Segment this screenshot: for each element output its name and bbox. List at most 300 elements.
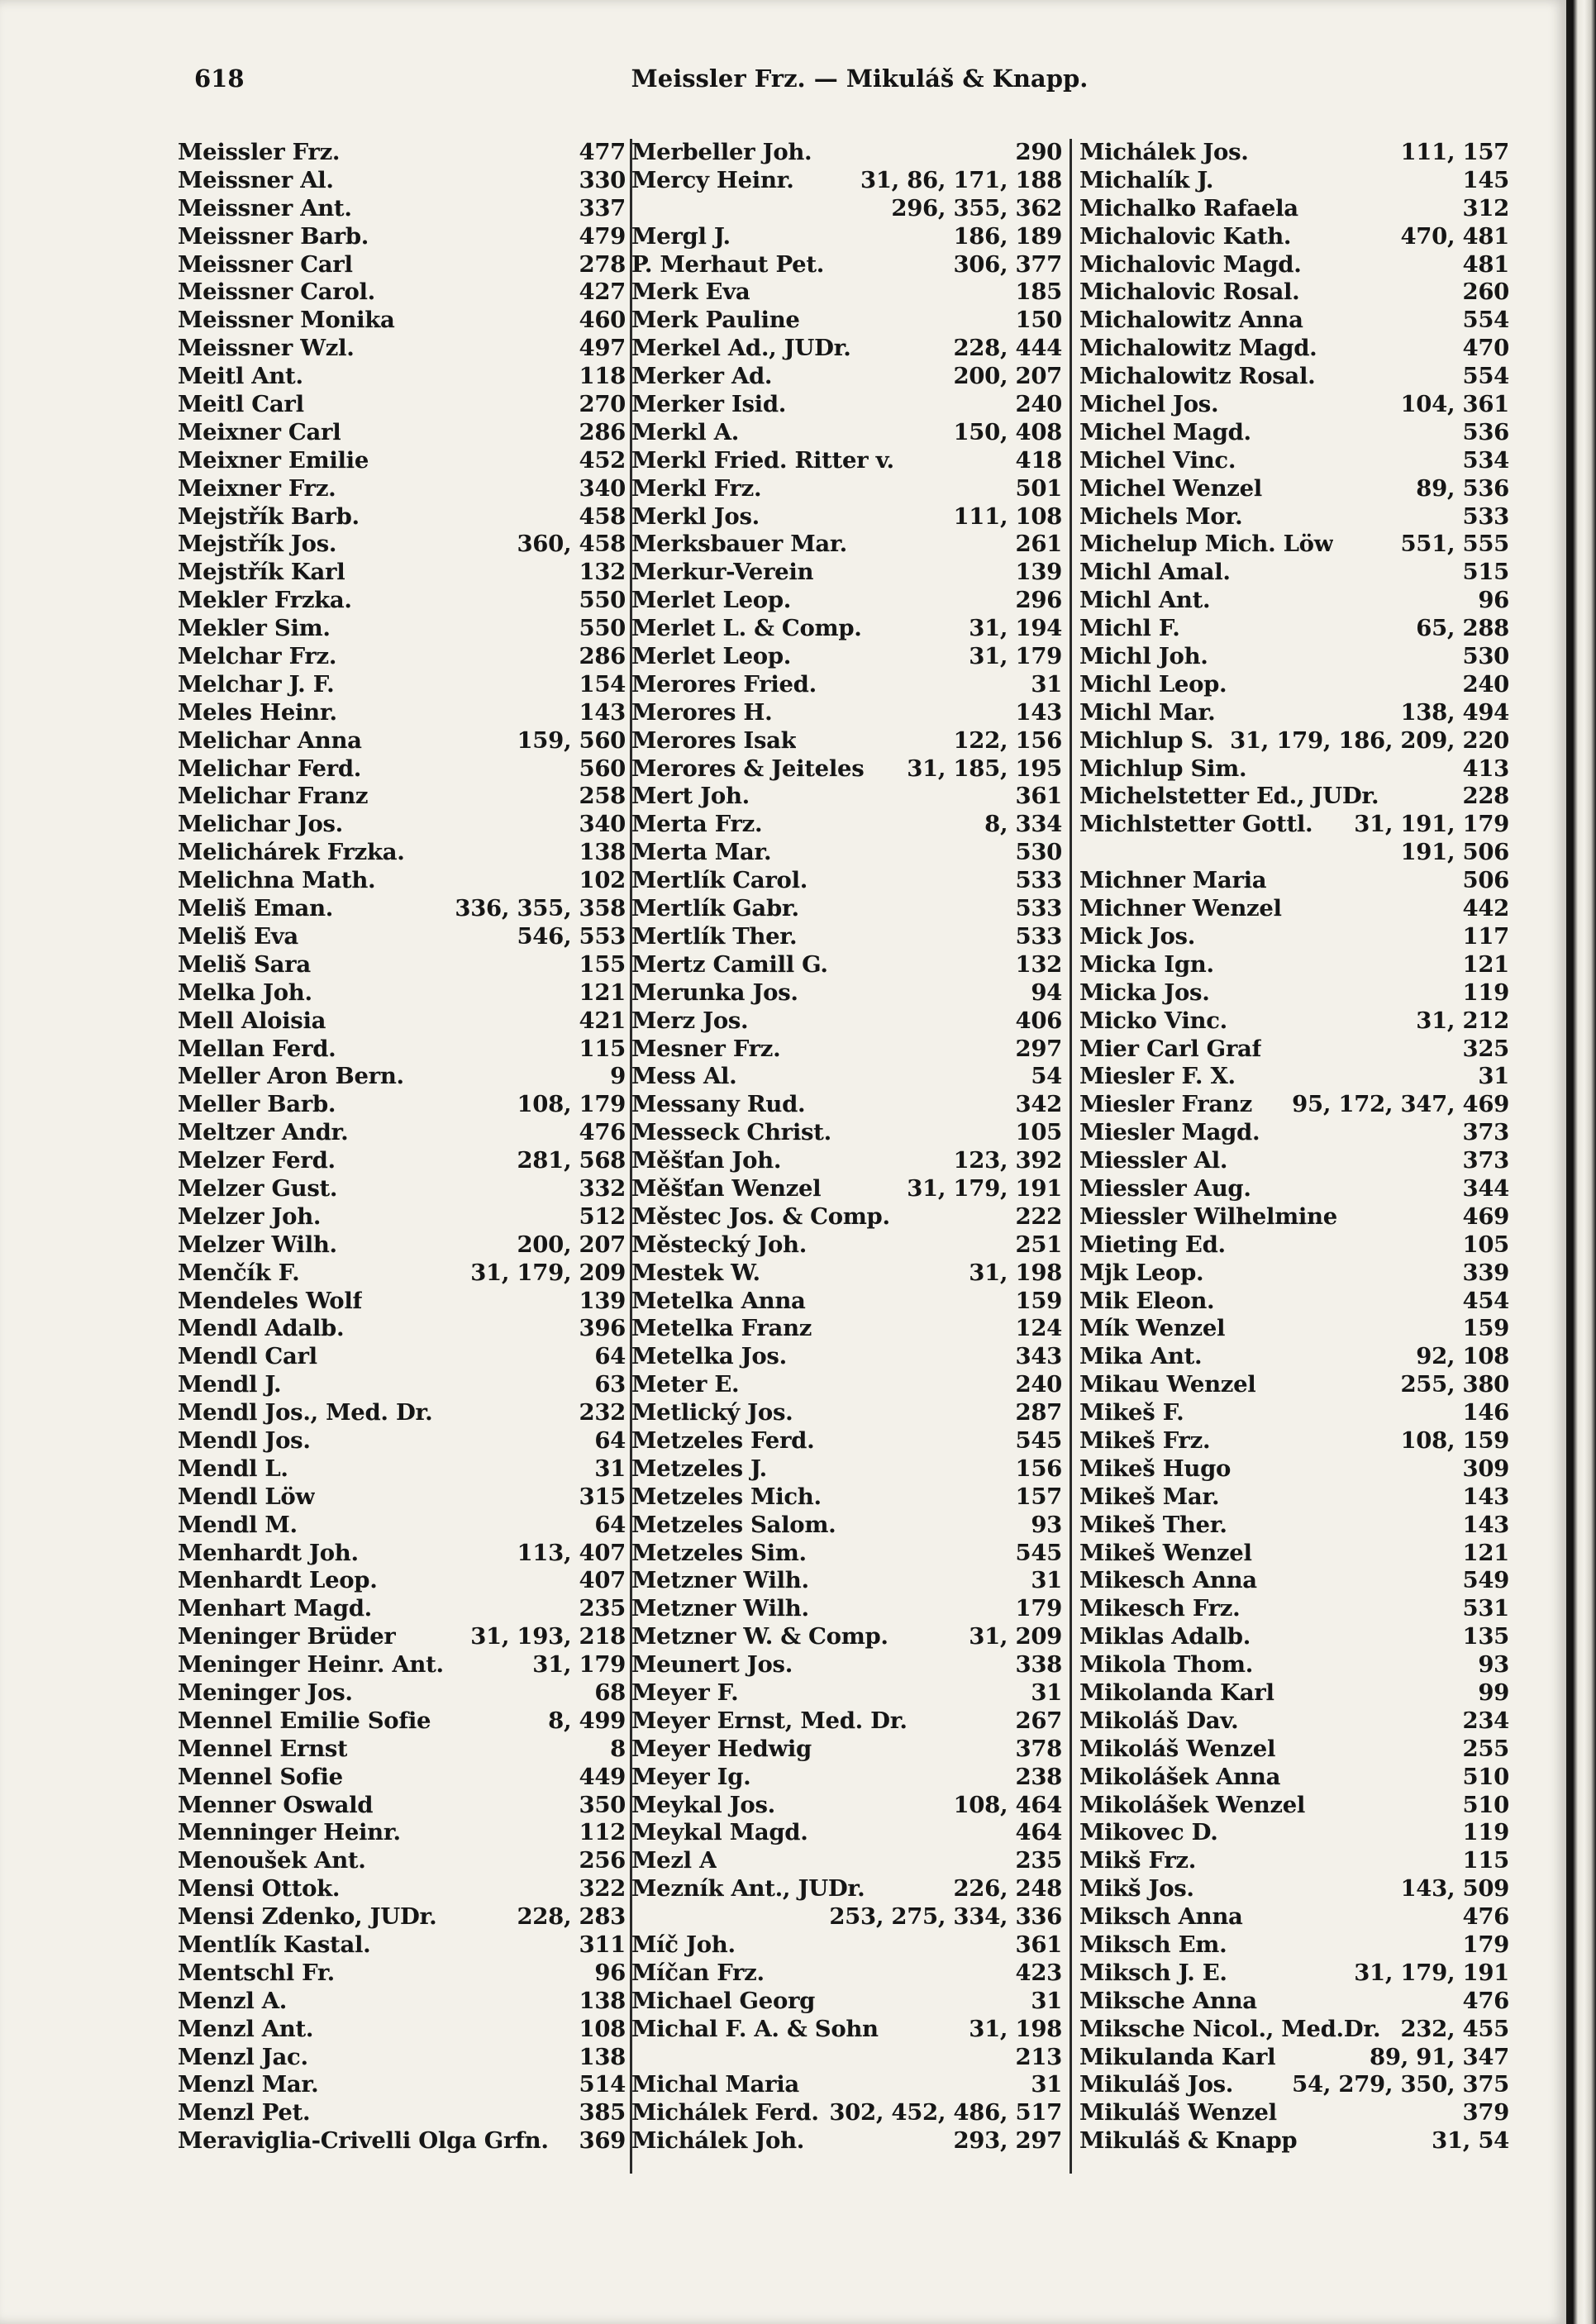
entry-name: Menhart Magd. [178, 1595, 372, 1622]
entry-name: Mejstřík Karl [178, 559, 345, 586]
index-entry [178, 1483, 626, 1512]
entry-name: Meissner Wzl. [178, 335, 355, 362]
entry-name: Mikovec D. [1079, 1819, 1218, 1846]
entry-pages: 200, 207 [517, 1231, 626, 1258]
entry-name: Mendl L. [178, 1455, 288, 1482]
index-entry [631, 1931, 1062, 1960]
index-entry [1079, 167, 1509, 195]
entry-pages: 31, 198 [969, 2015, 1062, 2042]
entry-name: Melichar Ferd. [178, 755, 362, 782]
index-entry [631, 615, 1062, 643]
entry-name: Merores H. [631, 698, 773, 726]
entry-pages: 510 [1462, 1763, 1509, 1790]
entry-name: Mendl Jos. [178, 1426, 311, 1454]
entry-pages: 479 [579, 222, 626, 250]
entry-pages: 418 [1015, 446, 1062, 474]
entry-name: Mikš Frz. [1079, 1847, 1197, 1874]
entry-pages: 31 [594, 1455, 626, 1482]
index-entry [631, 475, 1062, 503]
entry-name: Merkl Jos. [631, 502, 760, 530]
entry-pages: 378 [1015, 1735, 1062, 1762]
entry-name: Miesler Magd. [1079, 1119, 1260, 1146]
index-entry [178, 1512, 626, 1540]
entry-pages: 238 [1015, 1763, 1062, 1790]
index-entry [178, 1903, 626, 1931]
index-entry [178, 1960, 626, 1988]
entry-pages: 31 [1031, 670, 1062, 698]
index-entry [178, 895, 626, 923]
index-entry [631, 2127, 1062, 2155]
entry-name: Michl Ant. [1079, 587, 1211, 614]
index-entry [631, 895, 1062, 923]
entry-pages: 132 [579, 559, 626, 586]
entry-name: Mesner Frz. [631, 1035, 781, 1062]
entry-pages: 501 [1015, 474, 1062, 502]
index-entry [1079, 1399, 1509, 1427]
index-entry [178, 951, 626, 979]
entry-pages: 533 [1015, 922, 1062, 950]
index-entry [178, 1260, 626, 1288]
entry-name: Mentlík Kastal. [178, 1931, 371, 1958]
entry-pages: 253, 275, 334, 336 [829, 1903, 1062, 1931]
entry-name: Mejstřík Barb. [178, 502, 360, 530]
entry-name: Michelup Mich. Löw [1079, 531, 1334, 558]
index-entry [1079, 195, 1509, 223]
index-entry [631, 923, 1062, 951]
index-entry [1079, 1119, 1509, 1147]
entry-pages: 256 [579, 1847, 626, 1874]
entry-name: Mekler Sim. [178, 615, 331, 642]
entry-pages: 31, 179, 191 [1354, 1959, 1509, 1986]
entry-name: Miksche Nicol., Med.Dr. [1079, 2015, 1381, 2042]
entry-name: Merkl Fried. Ritter v. [631, 446, 894, 474]
index-entry [178, 1540, 626, 1568]
entry-pages: 344 [1462, 1174, 1509, 1202]
index-entry [178, 839, 626, 867]
entry-pages: 549 [1462, 1567, 1509, 1594]
entry-name: Mertz Camill G. [631, 950, 828, 978]
entry-pages: 260 [1462, 279, 1509, 306]
index-entry [631, 139, 1062, 167]
index-entry [1079, 1988, 1509, 2016]
entry-name: Mezl A [631, 1847, 717, 1874]
entry-pages: 302, 452, 486, 517 [829, 2099, 1062, 2126]
entry-pages: 255, 380 [1400, 1371, 1509, 1398]
index-entry [178, 1736, 626, 1764]
entry-name: Meixner Emilie [178, 446, 369, 474]
entry-pages: 554 [1462, 363, 1509, 390]
entry-pages: 546, 553 [517, 922, 626, 950]
index-entry [178, 1931, 626, 1960]
index-entry [631, 1651, 1062, 1679]
entry-pages: 477 [579, 139, 626, 165]
index-entry [631, 1288, 1062, 1316]
entry-name: Melzer Gust. [178, 1174, 338, 1202]
entry-name: Meninger Brüder [178, 1623, 396, 1650]
entry-pages: 240 [1015, 1371, 1062, 1398]
entry-pages: 373 [1462, 1147, 1509, 1174]
entry-name: Michlup S. [1079, 726, 1214, 754]
entry-pages: 464 [1015, 1819, 1062, 1846]
index-entry [178, 307, 626, 335]
entry-name: Merta Frz. [631, 811, 763, 838]
entry-name: Mikulanda Karl [1079, 2043, 1276, 2070]
entry-pages: 95, 172, 347, 469 [1292, 1091, 1509, 1118]
entry-pages: 297 [1015, 1035, 1062, 1062]
entry-name: Mieting Ed. [1079, 1231, 1226, 1258]
index-entry [1079, 1371, 1509, 1399]
entry-name: Michal Maria [631, 2071, 799, 2098]
entry-pages: 476 [1462, 1987, 1509, 2014]
entry-name: Mezník Ant., JUDr. [631, 1875, 865, 1903]
index-entry [1079, 2016, 1509, 2044]
index-entry [631, 335, 1062, 363]
index-entry [631, 1231, 1062, 1260]
index-entry [1079, 1651, 1509, 1679]
index-entry [1079, 1483, 1509, 1512]
index-entry [1079, 2071, 1509, 2099]
page-header [194, 64, 1525, 101]
index-entry [631, 559, 1062, 587]
entry-pages: 373 [1462, 1119, 1509, 1146]
entry-name: Melka Joh. [178, 979, 312, 1006]
entry-name: Michalovic Kath. [1079, 222, 1292, 250]
index-entry [631, 1792, 1062, 1820]
entry-pages: 117 [1462, 922, 1509, 950]
entry-name: Mikesch Frz. [1079, 1595, 1241, 1622]
entry-name: Meller Aron Bern. [178, 1063, 404, 1090]
entry-name: Mendl Carl [178, 1343, 317, 1370]
entry-pages: 531 [1462, 1595, 1509, 1622]
index-entry [178, 2099, 626, 2127]
entry-name: Melichna Math. [178, 867, 376, 894]
index-entry [631, 1875, 1062, 1903]
entry-name: Mjk Leop. [1079, 1259, 1204, 1286]
index-entry [631, 1063, 1062, 1091]
index-entry [1079, 2127, 1509, 2155]
entry-name: Mikuláš & Knapp [1079, 2127, 1298, 2155]
index-entry [1079, 1203, 1509, 1231]
index-entry [178, 1595, 626, 1623]
index-entry [1079, 559, 1509, 587]
entry-name: Mikš Jos. [1079, 1875, 1194, 1903]
entry-name: Michl Joh. [1079, 643, 1208, 670]
entry-pages: 108, 159 [1400, 1426, 1509, 1454]
index-entry [1079, 1847, 1509, 1875]
index-entry [631, 279, 1062, 307]
page-title: Meissler Frz. — Mikuláš & Knapp. [631, 64, 1089, 93]
entry-pages: 159 [1015, 1287, 1062, 1314]
index-entry [1079, 1231, 1509, 1260]
entry-pages: 31, 179, 186, 209, 220 [1230, 726, 1509, 754]
entry-name: Miessler Wilhelmine [1079, 1202, 1337, 1230]
index-entry [178, 1036, 626, 1064]
entry-name: Míč Joh. [631, 1931, 736, 1958]
entry-pages: 119 [1462, 1819, 1509, 1846]
index-entry [178, 1988, 626, 2016]
index-entry [631, 1960, 1062, 1988]
entry-name: Michel Jos. [1079, 391, 1219, 418]
entry-pages: 31, 179, 209 [470, 1259, 626, 1286]
index-entry [631, 1623, 1062, 1651]
entry-pages: 8, 334 [984, 811, 1062, 838]
entry-pages: 99 [1478, 1679, 1509, 1706]
entry-pages: 121 [1462, 950, 1509, 978]
entry-name: Mell Aloisia [178, 1007, 326, 1034]
entry-name: Městec Jos. & Comp. [631, 1202, 890, 1230]
entry-pages: 306, 377 [953, 250, 1062, 278]
entry-name: Mendl M. [178, 1511, 298, 1538]
entry-name: Michlstetter Gottl. [1079, 811, 1313, 838]
entry-name: Meyer Hedwig [631, 1735, 812, 1762]
entry-name: Miessler Aug. [1079, 1174, 1251, 1202]
entry-pages: 135 [1462, 1623, 1509, 1650]
entry-pages: 138 [579, 2043, 626, 2070]
entry-pages: 423 [1015, 1959, 1062, 1986]
entry-name: Menzl Pet. [178, 2099, 311, 2126]
entry-name: Michalovic Magd. [1079, 250, 1302, 278]
entry-pages: 339 [1462, 1259, 1509, 1286]
entry-pages: 286 [579, 643, 626, 670]
entry-name: Micko Vinc. [1079, 1007, 1227, 1034]
entry-pages: 104, 361 [1400, 391, 1509, 418]
entry-name: Měšťan Wenzel [631, 1174, 822, 1202]
entry-name: Mennel Ernst [178, 1735, 348, 1762]
entry-name: Mikeš Frz. [1079, 1426, 1211, 1454]
index-entry [631, 1988, 1062, 2016]
entry-pages: 63 [594, 1371, 626, 1398]
entry-pages: 228, 444 [953, 335, 1062, 362]
entry-pages: 458 [579, 502, 626, 530]
entry-name: Melchar J. F. [178, 670, 335, 698]
entry-pages: 293, 297 [953, 2127, 1062, 2155]
index-entry [1079, 2099, 1509, 2127]
index-entry [178, 1315, 626, 1343]
index-entry [1079, 671, 1509, 699]
entry-name: Mikau Wenzel [1079, 1371, 1256, 1398]
entry-name: Miksch Em. [1079, 1931, 1227, 1958]
index-entry [178, 643, 626, 671]
entry-pages: 64 [594, 1343, 626, 1370]
entry-name: Meller Barb. [178, 1091, 336, 1118]
entry-name: Meyer Ernst, Med. Dr. [631, 1707, 908, 1734]
entry-pages: 476 [1462, 1903, 1509, 1931]
entry-pages: 31, 191, 179 [1354, 811, 1509, 838]
entry-pages: 108, 464 [953, 1791, 1062, 1818]
entry-name: Meykal Magd. [631, 1819, 808, 1846]
entry-pages: 132 [1015, 950, 1062, 978]
index-entry [1079, 951, 1509, 979]
entry-name: Merbeller Joh. [631, 139, 812, 165]
index-entry [631, 1679, 1062, 1707]
entry-pages: 476 [579, 1119, 626, 1146]
entry-name: Michalík J. [1079, 166, 1214, 193]
entry-pages: 550 [579, 615, 626, 642]
entry-pages: 470 [1462, 335, 1509, 362]
entry-name: Michel Vinc. [1079, 446, 1236, 474]
entry-pages: 413 [1462, 755, 1509, 782]
index-entry [178, 503, 626, 531]
index-entry [1079, 1707, 1509, 1736]
index-entry [631, 1091, 1062, 1119]
index-entry [1079, 1903, 1509, 1931]
entry-name: Merker Ad. [631, 363, 773, 390]
entry-name: Michálek Jos. [1079, 139, 1249, 165]
entry-pages: 385 [579, 2099, 626, 2126]
entry-name: Michalowitz Magd. [1079, 335, 1317, 362]
entry-name: Menoušek Ant. [178, 1847, 366, 1874]
index-entry [1079, 531, 1509, 559]
index-entry [178, 391, 626, 419]
entry-pages: 111, 108 [953, 502, 1062, 530]
index-entry [1079, 1875, 1509, 1903]
index-entry [178, 1231, 626, 1260]
entry-pages: 31, 212 [1416, 1007, 1509, 1034]
index-entry [178, 1651, 626, 1679]
entry-pages: 533 [1462, 502, 1509, 530]
entry-name: Merker Isid. [631, 391, 787, 418]
index-entry [1079, 1175, 1509, 1203]
index-entry [178, 447, 626, 475]
entry-name: Miksche Anna [1079, 1987, 1257, 2014]
index-entry [178, 1343, 626, 1371]
entry-name: Michalowitz Rosal. [1079, 363, 1316, 390]
entry-name: Michal F. A. & Sohn [631, 2015, 879, 2042]
entry-name: Mennel Sofie [178, 1763, 343, 1790]
entry-name: Meninger Heinr. Ant. [178, 1651, 444, 1679]
entry-pages: 322 [579, 1875, 626, 1903]
index-entry [178, 1623, 626, 1651]
entry-name: Menzl Jac. [178, 2043, 308, 2070]
index-entry [631, 503, 1062, 531]
entry-name: Merz Jos. [631, 1007, 749, 1034]
index-entry [631, 783, 1062, 811]
entry-pages: 31, 194 [969, 615, 1062, 642]
entry-name: Michl F. [1079, 615, 1180, 642]
index-entry [1079, 335, 1509, 363]
entry-name: Meissner Carl [178, 250, 353, 278]
entry-name: Melichar Anna [178, 726, 362, 754]
index-entry [178, 783, 626, 811]
index-entry [1079, 1567, 1509, 1595]
entry-name: Miesler Franz [1079, 1091, 1252, 1118]
index-entry [631, 867, 1062, 895]
index-entry [178, 1147, 626, 1175]
index-entry [1079, 251, 1509, 279]
entry-name: Merkl A. [631, 418, 740, 445]
index-entry [178, 1679, 626, 1707]
index-entry [178, 671, 626, 699]
entry-pages: 554 [1462, 307, 1509, 334]
entry-name: Merores & Jeiteles [631, 755, 865, 782]
entry-name: Merunka Jos. [631, 979, 798, 1006]
entry-name: Mika Ant. [1079, 1343, 1203, 1370]
entry-name: Melzer Joh. [178, 1202, 322, 1230]
index-entry [1079, 503, 1509, 531]
entry-pages: 31, 179 [969, 643, 1062, 670]
entry-name: Mik Eleon. [1079, 1287, 1215, 1314]
entry-name: Meyer Ig. [631, 1763, 751, 1790]
index-entry [631, 811, 1062, 839]
entry-pages: 235 [1015, 1847, 1062, 1874]
entry-pages: 442 [1462, 895, 1509, 922]
index-entry [1079, 1540, 1509, 1568]
index-entry [1079, 783, 1509, 811]
entry-pages: 31 [1031, 2071, 1062, 2098]
entry-name: Merlet L. & Comp. [631, 615, 862, 642]
index-entry [178, 1819, 626, 1847]
entry-pages: 112 [579, 1819, 626, 1846]
index-entry [178, 1091, 626, 1119]
entry-name: Meissner Ant. [178, 194, 352, 221]
entry-name: Metzeles J. [631, 1455, 767, 1482]
entry-pages: 143 [1462, 1483, 1509, 1510]
entry-name: Mikolášek Anna [1079, 1763, 1281, 1790]
entry-name: Meixner Frz. [178, 474, 336, 502]
entry-pages: 396 [579, 1315, 626, 1342]
entry-pages: 530 [1462, 643, 1509, 670]
index-entry [1079, 1792, 1509, 1820]
index-entry [631, 699, 1062, 727]
entry-pages: 139 [1015, 559, 1062, 586]
index-entry [178, 979, 626, 1007]
column-divider [1070, 139, 1072, 2174]
entry-name: Metlický Jos. [631, 1399, 793, 1426]
entry-pages: 235 [579, 1595, 626, 1622]
entry-pages: 146 [1462, 1399, 1509, 1426]
entry-pages: 8, 499 [548, 1707, 626, 1734]
entry-pages: 54, 279, 350, 375 [1292, 2071, 1509, 2098]
entry-name: Menninger Heinr. [178, 1819, 401, 1846]
entry-pages: 94 [1031, 979, 1062, 1006]
index-entry [1079, 1595, 1509, 1623]
index-entry [1079, 1007, 1509, 1036]
entry-name: Meles Heinr. [178, 698, 337, 726]
index-entry [631, 1512, 1062, 1540]
entry-pages: 31, 209 [969, 1623, 1062, 1650]
entry-name: Michálek Ferd. [631, 2099, 819, 2126]
entry-name: Meissner Carol. [178, 279, 375, 306]
entry-pages: 421 [579, 1007, 626, 1034]
entry-name: Meissner Barb. [178, 222, 369, 250]
index-entry [178, 2071, 626, 2099]
index-entry [631, 1147, 1062, 1175]
entry-pages: 8 [610, 1735, 626, 1762]
index-entry [1079, 1260, 1509, 1288]
index-entry [178, 867, 626, 895]
index-entry [1079, 1764, 1509, 1792]
entry-name: Melzer Wilh. [178, 1231, 337, 1258]
index-entry [631, 2044, 1062, 2072]
entry-name: Miklas Adalb. [1079, 1623, 1251, 1650]
entry-pages: 226, 248 [953, 1875, 1062, 1903]
entry-pages: 108, 179 [517, 1091, 626, 1118]
index-entry [178, 1399, 626, 1427]
entry-name: Meitl Carl [178, 391, 304, 418]
entry-pages: 108 [579, 2015, 626, 2042]
entry-pages: 512 [579, 1202, 626, 1230]
index-entry [631, 1427, 1062, 1455]
index-entry [1079, 811, 1509, 839]
entry-pages: 111, 157 [1400, 139, 1509, 165]
entry-name: Mikeš Hugo [1079, 1455, 1232, 1482]
entry-pages: 427 [579, 279, 626, 306]
entry-name: Meninger Jos. [178, 1679, 353, 1706]
entry-pages: 122, 156 [953, 726, 1062, 754]
index-entry [1079, 1063, 1509, 1091]
entry-name: Měšťan Joh. [631, 1147, 782, 1174]
index-entry [1079, 1455, 1509, 1483]
